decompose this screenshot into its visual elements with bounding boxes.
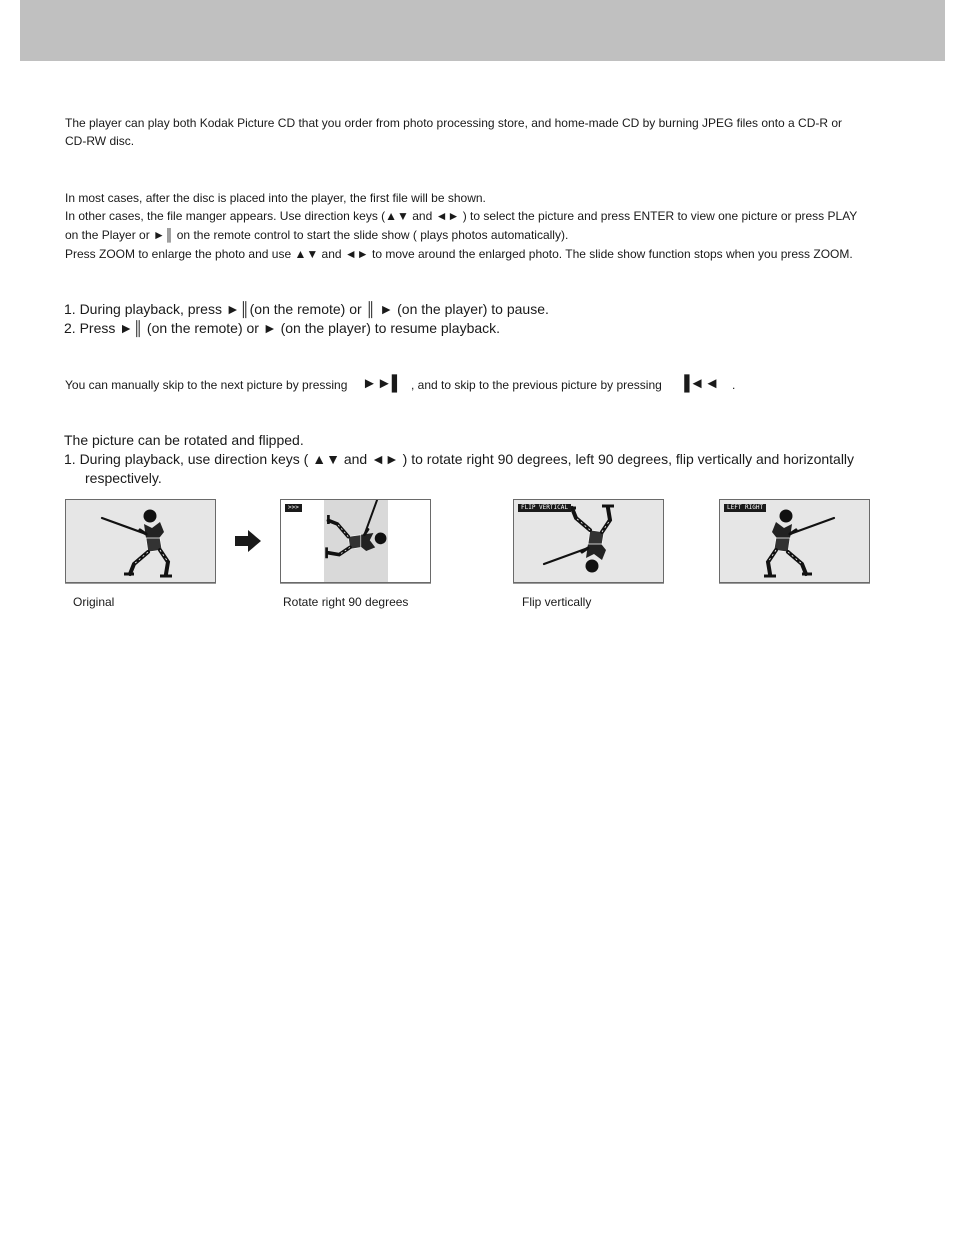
skip-text-middle: , and to skip to the previous picture by pressing	[411, 378, 662, 392]
rotate-item-1-cont: respectively.	[85, 470, 162, 486]
rotated-photo	[280, 499, 431, 583]
playback-line-4: Press ZOOM to enlarge the photo and use ▲▼ and ◄► to move around the enlarged photo. The slide show function stops when you press ZOOM.	[65, 247, 853, 261]
intro-line-1: The player can play both Kodak Picture CD that you order from photo processing store, and home-made CD by burning JPEG files onto a CD-R or	[65, 116, 843, 130]
flipped-photo	[513, 499, 664, 583]
rotate-intro: The picture can be rotated and flipped.	[64, 432, 304, 448]
playback-line-2: In other cases, the file manger appears. Use direction keys (▲▼ and ◄► ) to select the picture and press ENTER to view one picture or press PLAY	[65, 209, 858, 223]
pause-item-1: 1. During playback, press ►║(on the remote) or ║ ► (on the player) to pause.	[64, 301, 549, 317]
mirrored-photo	[719, 499, 870, 583]
skip-text-before: You can manually skip to the next picture by pressing	[65, 378, 348, 392]
playback-line-3: on the Player or ►║ on the remote control to start the slide show ( plays photos automatically).	[65, 228, 569, 242]
rotate-item-1: 1. During playback, use direction keys ( ▲▼ and ◄► ) to rotate right 90 degrees, left 90 degrees, flip vertically and horizontally	[64, 451, 855, 467]
original-photo	[65, 499, 216, 583]
mirror-osd: LEFT RIGHT	[724, 504, 766, 512]
original-caption: Original	[73, 595, 115, 609]
rotate-osd: >>>	[285, 504, 302, 512]
playback-line-1: In most cases, after the disc is placed into the player, the first file will be shown.	[65, 191, 486, 205]
rotate-caption: Rotate right 90 degrees	[283, 595, 409, 609]
next-icon: ►►▌	[362, 375, 403, 392]
pause-item-2: 2. Press ►║ (on the remote) or ► (on the player) to resume playback.	[64, 320, 501, 336]
header-bar	[20, 0, 945, 61]
flip-osd: FLIP VERTICAL	[518, 504, 571, 512]
previous-icon: ▐◄◄	[679, 375, 720, 392]
intro-line-2: CD-RW disc.	[65, 134, 135, 148]
right-arrow-icon	[233, 529, 263, 553]
flip-caption: Flip vertically	[522, 595, 592, 609]
skip-text-end: .	[732, 378, 736, 392]
